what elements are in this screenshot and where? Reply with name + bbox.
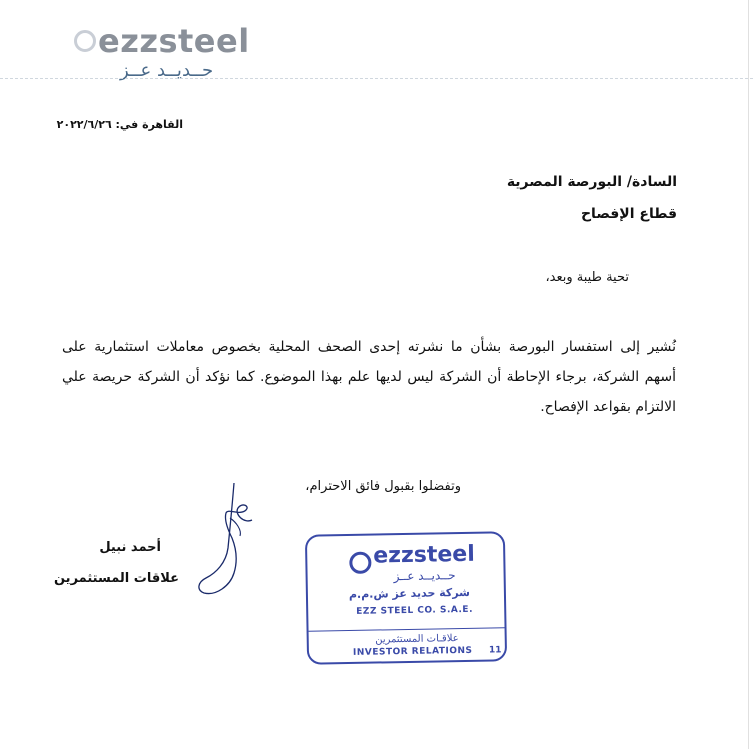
addressee: السادة/ البورصة المصرية [506,174,677,190]
logo-wordmark: ezzsteel [98,22,250,60]
stamp-department-arabic: علاقـات المستثمرين [375,633,459,646]
handwritten-signature [194,478,264,598]
company-logo [74,22,250,84]
stamp-logo-arabic: حــديــد عــز [393,568,456,584]
logo-circle-icon [74,30,96,52]
body-line: نُشير إلى استفسار البورصة بشأن ما نشرته إحدى الصحف المحلية بخصوص معاملات استثمارية على [62,339,676,355]
body-line: الالتزام بقواعد الإفصاح. [540,399,676,415]
logo-arabic-name: حــديــد عــز [120,60,214,81]
company-stamp [305,531,507,664]
stamp-number: 11 [488,645,502,656]
stamp-company-english: EZZ STEEL CO. S.A.E. [356,604,474,617]
closing-line: وتفضلوا بقبول فائق الاحترام، [305,479,461,494]
letter-body [62,332,676,422]
page-edge [748,0,749,749]
stamp-company-arabic: شركة حديد عز ش.م.م [348,585,471,601]
signer-name: أحمد نبيل [99,540,161,555]
letter-date: القاهرة في: ٢٠٢٢/٦/٢٦ [56,118,183,131]
stamp-department-english: INVESTOR RELATIONS [352,645,473,658]
stamp-wordmark: ezzsteel [373,541,475,569]
signer-title: علاقات المستثمرين [53,571,179,586]
stamp-logo-circle-icon [349,552,371,574]
greeting: تحية طيبة وبعد، [545,270,629,285]
stamp-divider [309,627,505,631]
recipient-department: قطاع الإفصاح [580,206,677,222]
body-line: أسهم الشركة، برجاء الإحاطة أن الشركة ليس لديها علم بهذا الموضوع. كما نؤكد أن الشركة حريصة علي [62,369,676,385]
header-divider [0,78,753,79]
